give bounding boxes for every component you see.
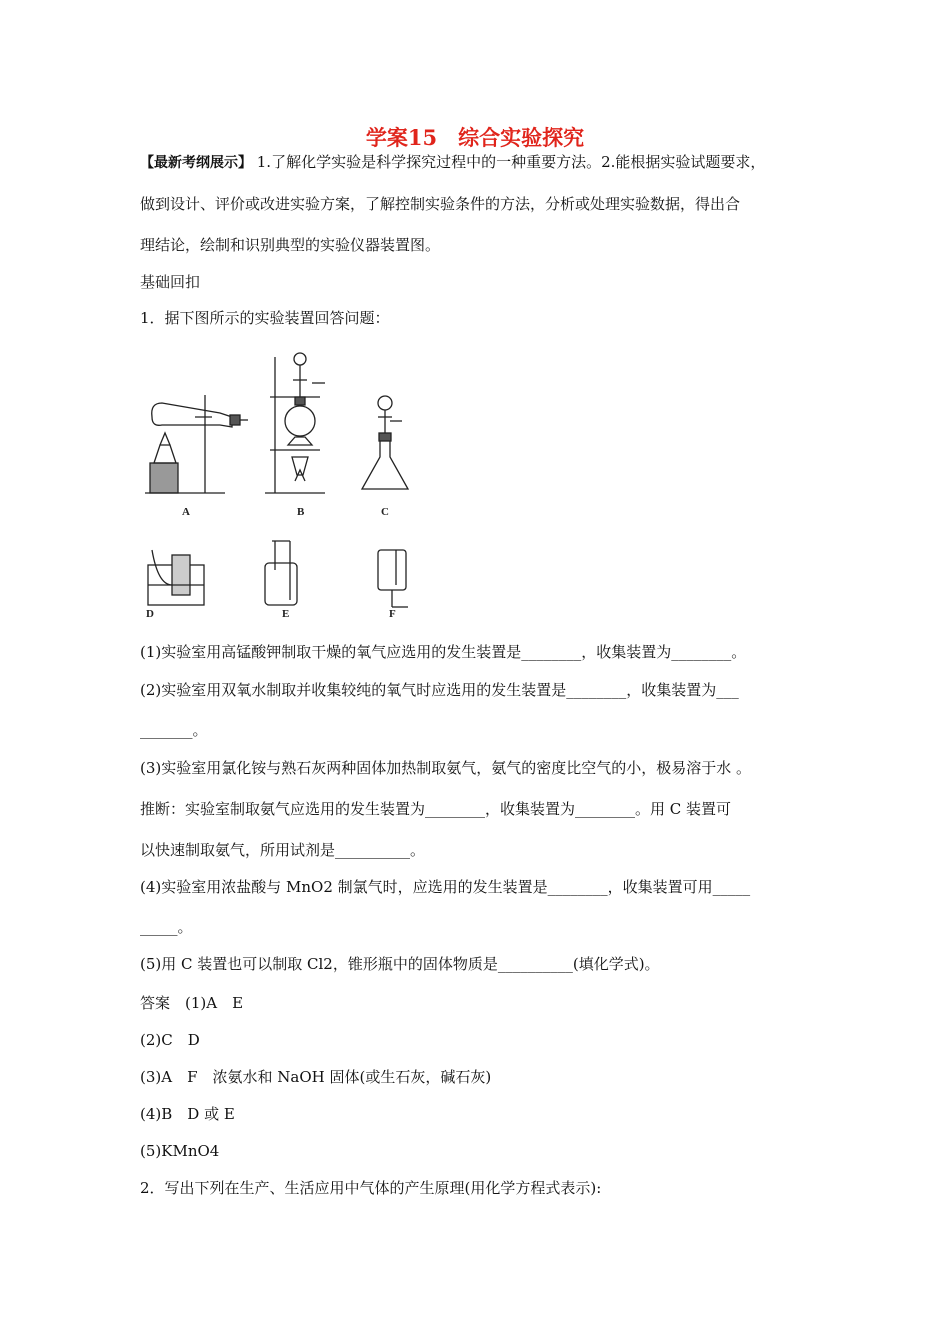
q1-part-2-line-2: _______。 (140, 721, 208, 739)
answer-3: (3)A F 浓氨水和 NaOH 固体(或生石灰，碱石灰) (140, 1068, 492, 1086)
apparatus-figure (140, 345, 440, 620)
syllabus-line-3: 理结论，绘制和识别典型的实验仪器装置图。 (140, 236, 441, 254)
figure-label-c: C (381, 506, 389, 518)
figure-label-f: F (389, 608, 396, 620)
q1-part-4-line-2: _____。 (140, 918, 193, 936)
q1-part-4-line-1: (4)实验室用浓盐酸与 MnO2 制氯气时，应选用的发生装置是________，收集装置可用_____ (140, 878, 751, 896)
q1-part-3-line-3: 以快速制取氨气，所用试剂是__________。 (140, 841, 426, 859)
apparatus-a (145, 395, 248, 493)
apparatus-b (265, 353, 325, 493)
q1-part-3-line-1: (3)实验室用氯化铵与熟石灰两种固体加热制取氨气，氨气的密度比空气的小，极易溶于水 。 (140, 759, 752, 777)
syllabus-line-2: 做到设计、评价或改进实验方案，了解控制实验条件的方法，分析或处理实验数据，得出合 (140, 195, 741, 213)
question-2-stem: 2．写出下列在生产、生活应用中气体的产生原理(用化学方程式表示): (140, 1179, 602, 1197)
page-title: 学案15 综合实验探究 (365, 125, 585, 150)
syllabus-line-1 (140, 152, 765, 173)
q1-part-1: (1)实验室用高锰酸钾制取干燥的氧气应选用的发生装置是________，收集装置为________。 (140, 643, 747, 661)
section-heading: 基础回扣 (140, 273, 201, 291)
figure-label-b: B (297, 506, 305, 518)
figure-label-d: D (146, 608, 154, 620)
figure-label-a: A (182, 506, 190, 518)
apparatus-c (362, 396, 408, 489)
apparatus-e (265, 541, 297, 605)
answer-4: (4)B D 或 E (140, 1105, 235, 1123)
syllabus-tag: 【最新考纲展示】 (140, 155, 252, 171)
q1-part-5: (5)用 C 装置也可以制取 Cl2，锥形瓶中的固体物质是__________(填化学式)。 (140, 955, 660, 973)
question-1-stem: 1．据下图所示的实验装置回答问题： (140, 309, 390, 327)
answer-5: (5)KMnO4 (140, 1142, 220, 1160)
figure-label-e: E (282, 608, 290, 620)
answer-1: 答案 (1)A E (140, 994, 244, 1012)
apparatus-f (378, 550, 408, 607)
q1-part-3-line-2: 推断：实验室制取氨气应选用的发生装置为________，收集装置为________。用 C 装置可 (140, 800, 732, 818)
answer-2: (2)C D (140, 1031, 200, 1049)
apparatus-d (148, 550, 204, 605)
q1-part-2-line-1: (2)实验室用双氧水制取并收集较纯的氧气时应选用的发生装置是________，收集装置为___ (140, 681, 739, 699)
syllabus-text-1: 1.了解化学实验是科学探究过程中的一种重要方法。2.能根据实验试题要求， (252, 153, 766, 171)
